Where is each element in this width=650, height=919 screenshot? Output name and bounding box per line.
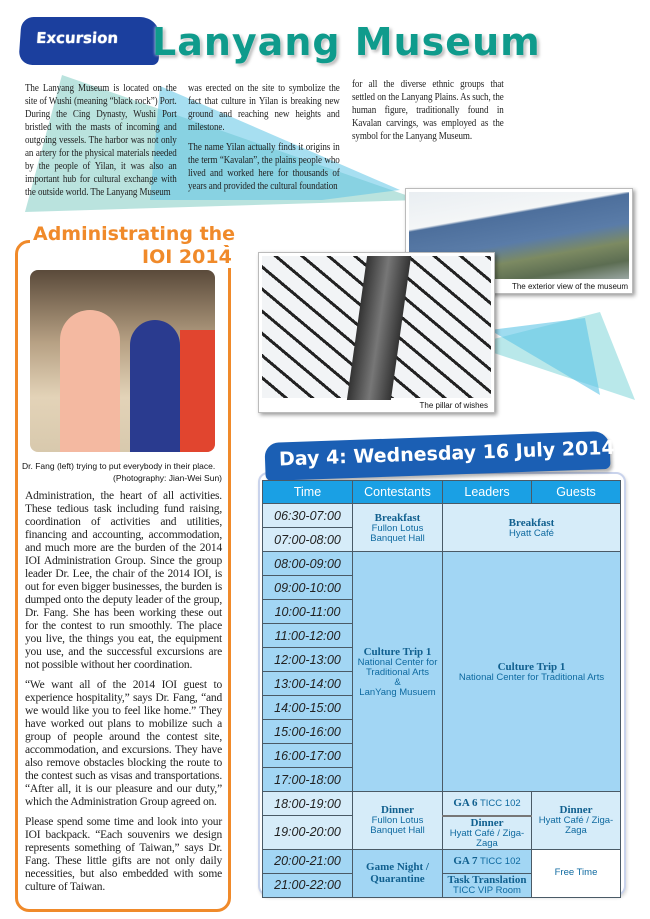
leaders-guests-breakfast: Breakfast Hyatt Café [443,504,621,552]
time-cell: 13:00-14:00 [263,672,353,696]
table-row [263,849,621,873]
col-header-guests: Guests [532,481,621,504]
time-cell: 10:00-11:00 [263,600,353,624]
time-cell: 08:00-09:00 [263,552,353,576]
time-cell: 14:00-15:00 [263,696,353,720]
admin-heading-2: IOI 2014 [138,247,236,268]
article-col-2 [188,82,340,200]
table-row [263,792,621,816]
time-cell: 20:00-21:00 [263,849,353,873]
paragraph: “We want all of the 2014 IOI guest to experience hospitality,” says Dr. Fang, “and we would like you to feel like home.” They have worked out plans to mobilize such a group of people around the contest site, accommodation, and excursions. They have also remove obstacles blocking the route to the contest such as visas and transportations. “After all, it is our pleasure and our duty,” which the Administration Group agreed on. [25,679,222,808]
photo-caption: The exterior view of the museum [511,282,628,291]
time-cell: 19:00-20:00 [263,816,353,850]
leaders-ga7: GA 7 TICC 102 [443,849,532,873]
page-title: Lanyang Museum [152,20,541,64]
leaders-ga6: GA 6 TICC 102 [443,792,532,816]
time-cell: 09:00-10:00 [263,576,353,600]
time-cell: 07:00-08:00 [263,528,353,552]
col-header-contestants: Contestants [353,481,443,504]
paragraph: for all the diverse ethnic groups that settled on the Lanyang Plains. As such, the human figure, traditionally found in Kavalan carvings, was employed as the symbol for the Lanyang Museum. [352,78,504,142]
table-row [263,552,621,576]
article-col-1 [25,82,177,206]
photo-caption: The pillar of wishes [419,401,488,410]
photo-caption: Dr. Fang (left) trying to put everybody in their place. [22,461,216,471]
contestants-dinner: Dinner Fullon Lotus Banquet Hall [353,792,443,850]
col-header-time: Time [263,481,353,504]
section-tab [18,17,161,65]
schedule-table [262,480,621,898]
section-label: Excursion [35,29,119,47]
pillar-photo [258,252,495,413]
paragraph: The name Yilan actually finds it origins in the term “Kavalan”, the plains people who lived and worked here for thousands of years and provided the cultural foundation [188,141,340,192]
guests-free-time: Free Time [532,849,621,897]
paragraph: was erected on the site to symbolize the fact that culture in Yilan is breaking new ground and reaching new heights and milestone. [188,82,340,133]
contestants-culture-trip: Culture Trip 1 National Center for Traditional Arts & LanYang Musuem [353,552,443,792]
paragraph: Please spend some time and look into your IOI backpack. “Each souvenirs we design represents something of Taiwan,” says Dr. Fang. These little gifts are not only daily necessities, but also embedded with some culture of Taiwan. [25,816,222,893]
time-cell: 18:00-19:00 [263,792,353,816]
guests-dinner: Dinner Hyatt Café / Ziga-Zaga [532,792,621,850]
leaders-task-translation: Task Translation TICC VIP Room [443,873,532,897]
time-cell: 16:00-17:00 [263,744,353,768]
admin-body [25,490,222,901]
table-header-row [263,481,621,504]
article-col-3 [352,78,504,150]
leaders-guests-culture-trip: Culture Trip 1 National Center for Traditional Arts [443,552,621,792]
time-cell: 15:00-16:00 [263,720,353,744]
paragraph: The Lanyang Museum is located on the site of Wushi (meaning “black rock”) Port. During the Cing Dynasty, Wushi Port bristled with the masts of incoming and outgoing vessels. The harbor was not only an artery for the physical materials needed by the people of Yilan, it was also an important hub for cultural exchange with the outside world. The Lanyang Museum [25,82,177,198]
time-cell: 11:00-12:00 [263,624,353,648]
photo-credit: (Photography: Jian-Wei Sun) [113,473,222,483]
dr-fang-photo [30,270,215,452]
schedule-title: Day 4: Wednesday 16 July 2014 [278,436,616,471]
col-header-leaders: Leaders [443,481,532,504]
table-row [263,504,621,528]
paragraph: Administration, the heart of all activities. These tedious task including fund raising, coordination of activities and utilities, financing and accounting, accommodation, and much more are the burden of the 2014 IOI Administration Group. Since the group leader Dr. Lee, the chair of the 2014 IOI, is out for even bigger businesses, the burden is dumped onto the deputy leader of the group, Dr. Fang. She has been working these out for the contest to run smoothly. The place you live, the things you eat, the equipment you use, and the successful excursions are not possible without her coordination. [25,490,222,671]
contestants-game-night: Game Night / Quarantine [353,849,443,897]
time-cell: 06:30-07:00 [263,504,353,528]
time-cell: 12:00-13:00 [263,648,353,672]
admin-heading: Administrating the [30,224,238,245]
leaders-dinner: Dinner Hyatt Café / Ziga-Zaga [443,816,532,850]
contestants-breakfast: Breakfast Fullon Lotus Banquet Hall [353,504,443,552]
time-cell: 21:00-22:00 [263,873,353,897]
time-cell: 17:00-18:00 [263,768,353,792]
